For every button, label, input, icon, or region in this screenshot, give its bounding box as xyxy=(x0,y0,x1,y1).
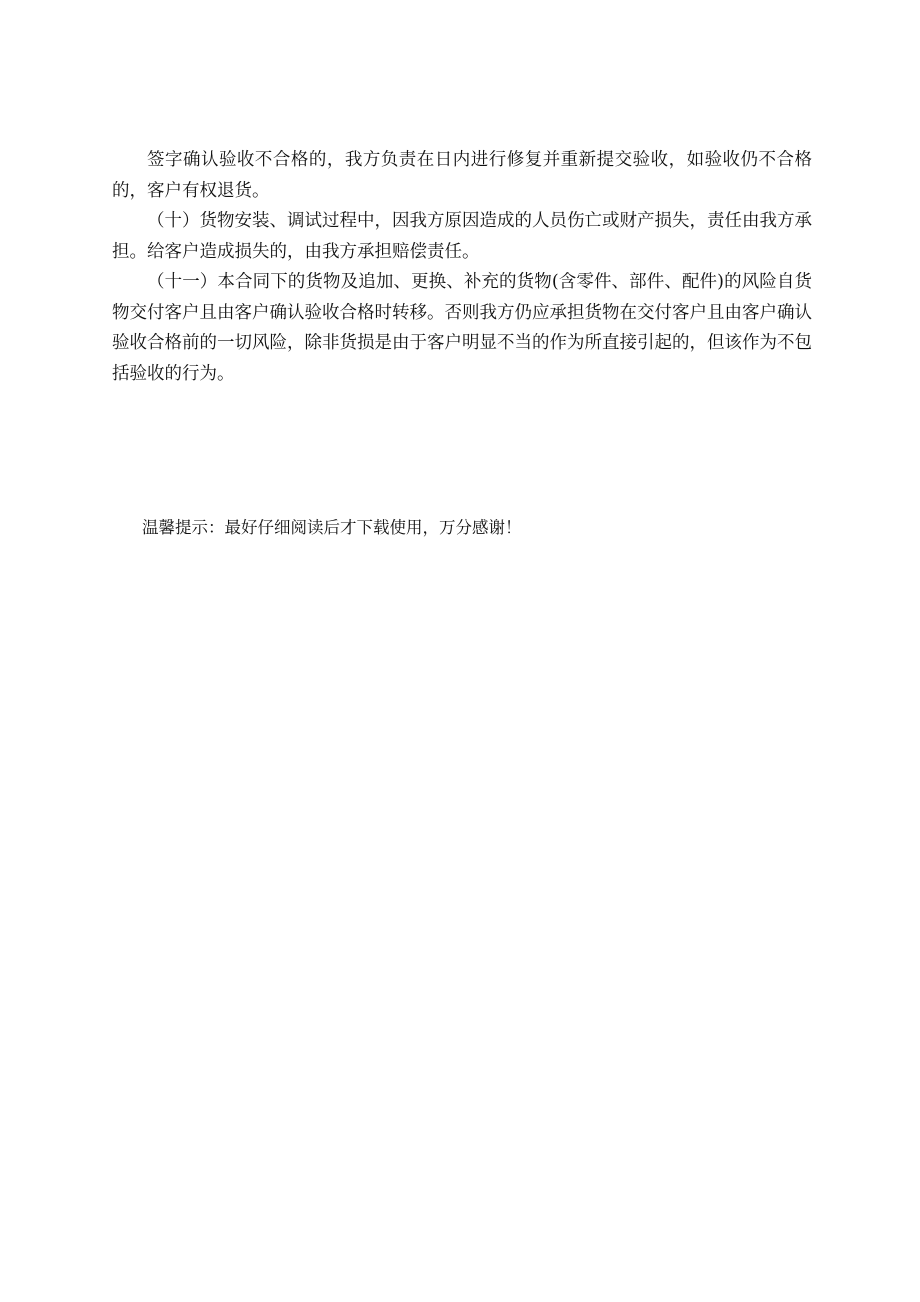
paragraph-clause-11: （十一）本合同下的货物及追加、更换、补充的货物(含零件、部件、配件)的风险自货物交付客户且由客户确认验收合格时转移。否则我方仍应承担货物在交付客户且由客户确认验收合格前的一切风险，除非货损是由于客户明显不当的作为所直接引起的，但该作为不包括验收的行为。 xyxy=(112,272,812,384)
document-body xyxy=(112,145,812,389)
paragraph-acceptance-rework: 签字确认验收不合格的，我方负责在日内进行修复并重新提交验收，如验收仍不合格的，客户有权退货。 xyxy=(112,150,812,201)
download-tip: 温馨提示：最好仔细阅读后才下载使用，万分感谢！ xyxy=(142,518,522,537)
paragraph-clause-10: （十）货物安装、调试过程中，因我方原因造成的人员伤亡或财产损失，责任由我方承担。给客户造成损失的，由我方承担赔偿责任。 xyxy=(112,211,812,262)
